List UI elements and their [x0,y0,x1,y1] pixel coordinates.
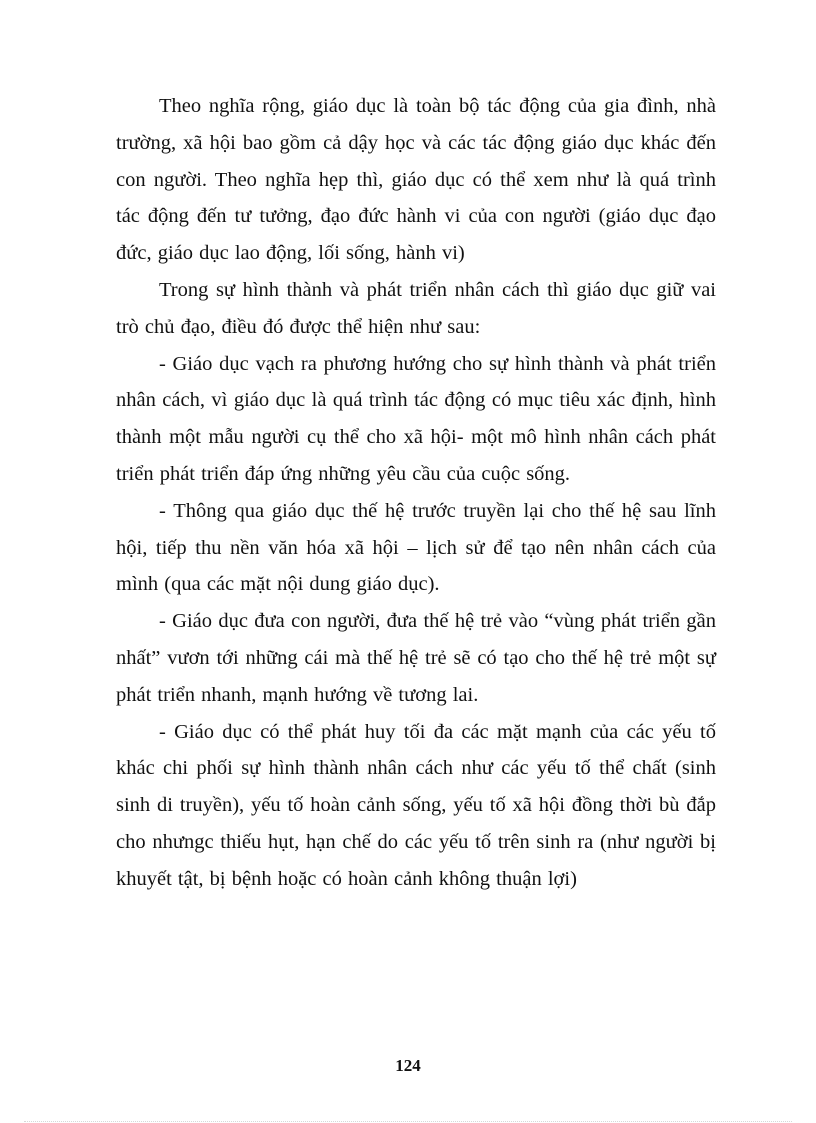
paragraph-point-direction: - Giáo dục vạch ra phương hướng cho sự hình thành và phát triển nhân cách, vì giáo dục là quá trình tác động có mục tiêu xác định, hình thành một mẫu người cụ thể cho xã hội- một mô hình nhân cách phát triển phát triển đáp ứng những yêu cầu của cuộc sống. [116,352,716,485]
paragraph-point-compensation: - Giáo dục có thể phát huy tối đa các mặt mạnh của các yếu tố khác chi phối sự hình thành nhân cách như các yếu tố thể chất (sinh sinh di truyền), yếu tố hoàn cảnh sống, yếu tố xã hội đồng thời bù đắp cho nhưngc thiếu hụt, hạn chế do các yếu tố trên sinh ra (như người bị khuyết tật, bị bệnh hoặc có hoàn cảnh không thuận lợi) [116,720,716,890]
paragraph-point-proximal-zone: - Giáo dục đưa con người, đưa thế hệ trẻ vào “vùng phát triển gần nhất” vươn tới những cái mà thế hệ trẻ sẽ có tạo cho thế hệ trẻ một sự phát triển nhanh, mạnh hướng về tương lai. [116,610,716,706]
page-bottom-divider [24,1121,792,1122]
paragraph-definition: Theo nghĩa rộng, giáo dục là toàn bộ tác động của gia đình, nhà trường, xã hội bao gồm cả dậy học và các tác động giáo dục khác đến con người. Theo nghĩa hẹp thì, giáo dục có thể xem như là quá trình tác động đến tư tưởng, đạo đức hành vi của con người (giáo dục đạo đức, giáo dục lao động, lối sống, hành vi) [116,95,716,265]
paragraph-role-intro: Trong sự hình thành và phát triển nhân cách thì giáo dục giữ vai trò chủ đạo, điều đó được thể hiện như sau: [116,278,716,338]
body-text [116,88,716,898]
page-number: 124 [395,1056,421,1075]
paragraph-point-transmission: - Thông qua giáo dục thế hệ trước truyền lại cho thế hệ sau lĩnh hội, tiếp thu nền văn hóa xã hội – lịch sử để tạo nên nhân cách của mình (qua các mặt nội dung giáo dục). [116,499,716,596]
